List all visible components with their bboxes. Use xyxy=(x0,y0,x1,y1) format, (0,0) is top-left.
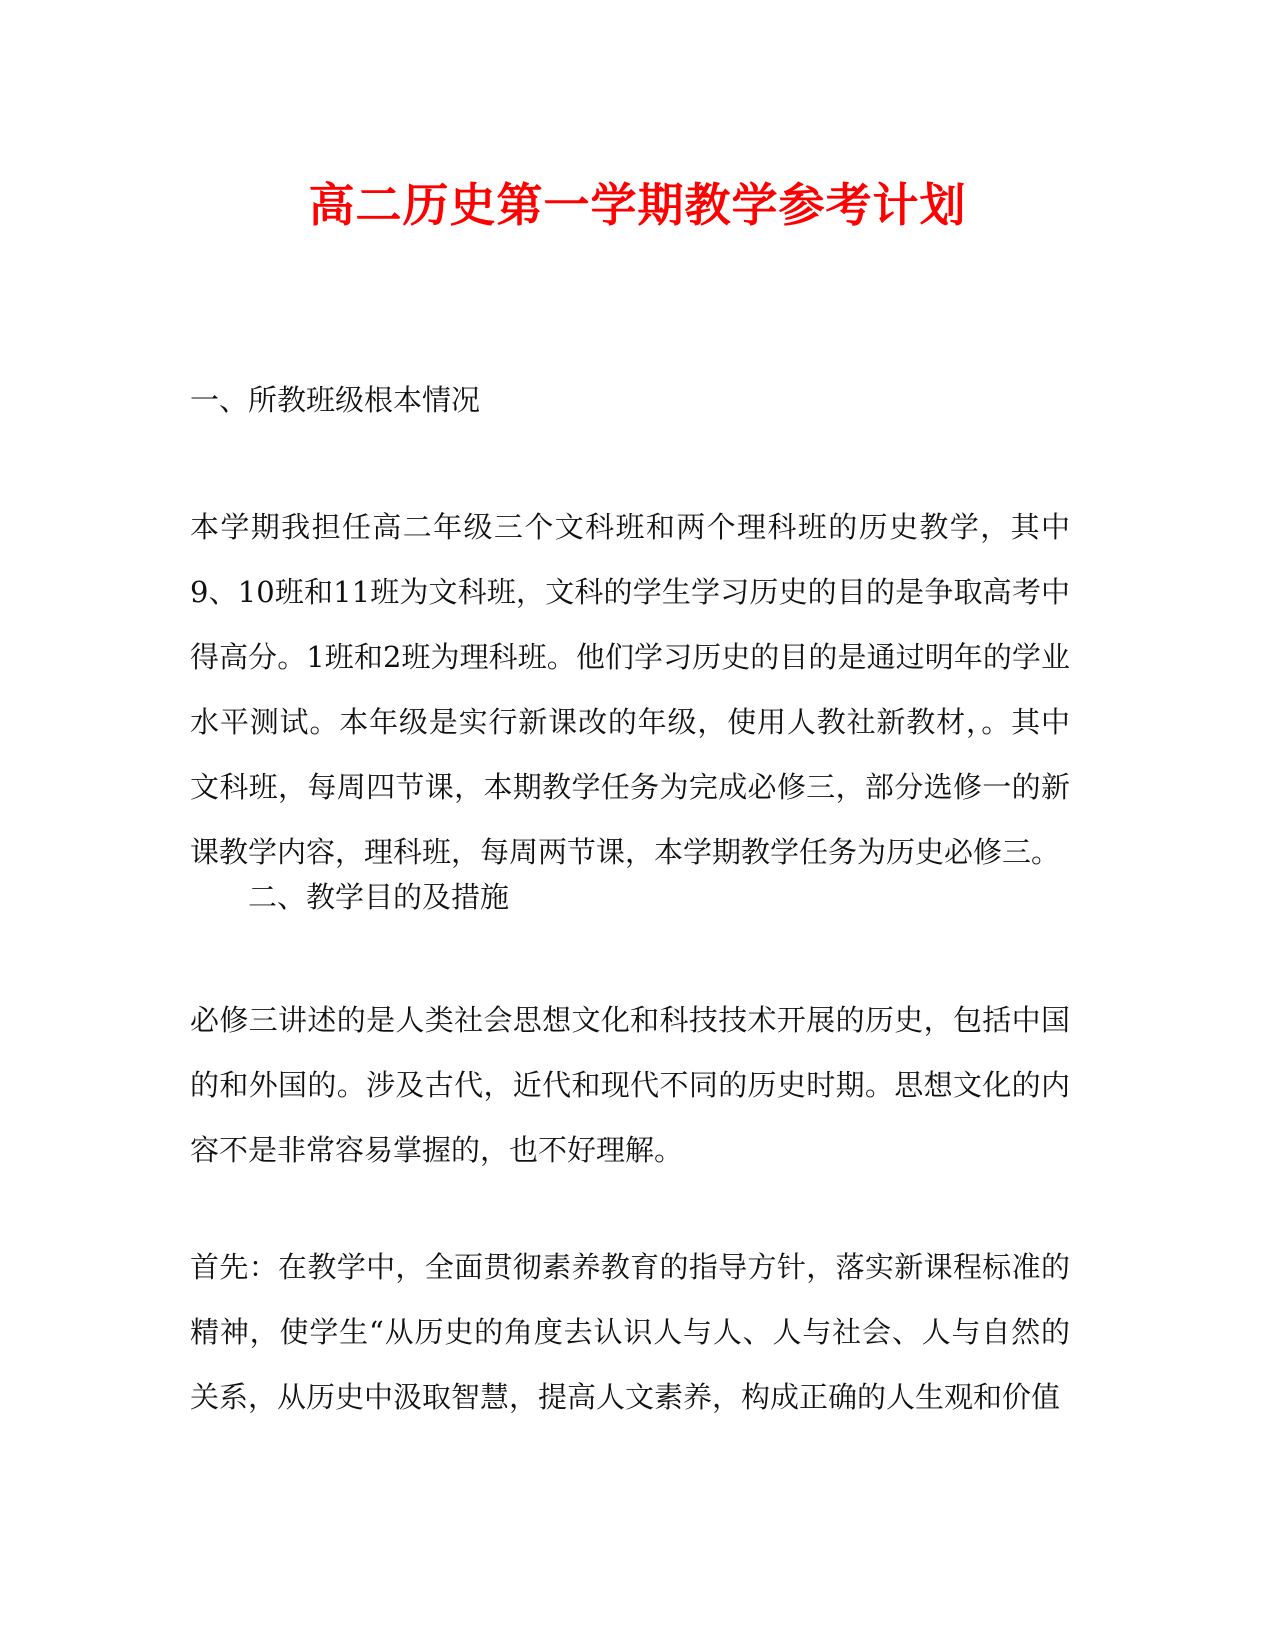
paragraph-course-content: 必修三讲述的是人类社会思想文化和科技技术开展的历史，包括中国的和外国的。涉及古代，近代和现代不同的历史时期。思想文化的内容不是非常容易掌握的，也不好理解。 xyxy=(190,1003,1070,1167)
document-title: 高二历史第一学期教学参考计划 xyxy=(308,178,967,232)
section-heading-class-situation: 一、所教班级根本情况 xyxy=(190,383,481,417)
section-heading-teaching-goals: 二、教学目的及措施 xyxy=(248,880,510,914)
paragraph-first-measure: 首先：在教学中，全面贯彻素养教育的指导方针，落实新课程标准的精神，使学生“从历史的角度去认识人与人、人与社会、人与自然的关系，从历史中汲取智慧，提高人文素养，构成正确的人生观和价值 xyxy=(190,1250,1070,1414)
paragraph-class-situation: 本学期我担任高二年级三个文科班和两个理科班的历史教学，其中9、10班和11班为文科班，文科的学生学习历史的目的是争取高考中得高分。1班和2班为理科班。他们学习历史的目的是通过明年的学业水平测试。本年级是实行新课改的年级，使用人教社新教材，。其中文科班，每周四节课，本期教学任务为完成必修三，部分选修一的新课教学内容，理科班，每周两节课，本学期教学任务为历史必修三。 xyxy=(190,510,1070,869)
